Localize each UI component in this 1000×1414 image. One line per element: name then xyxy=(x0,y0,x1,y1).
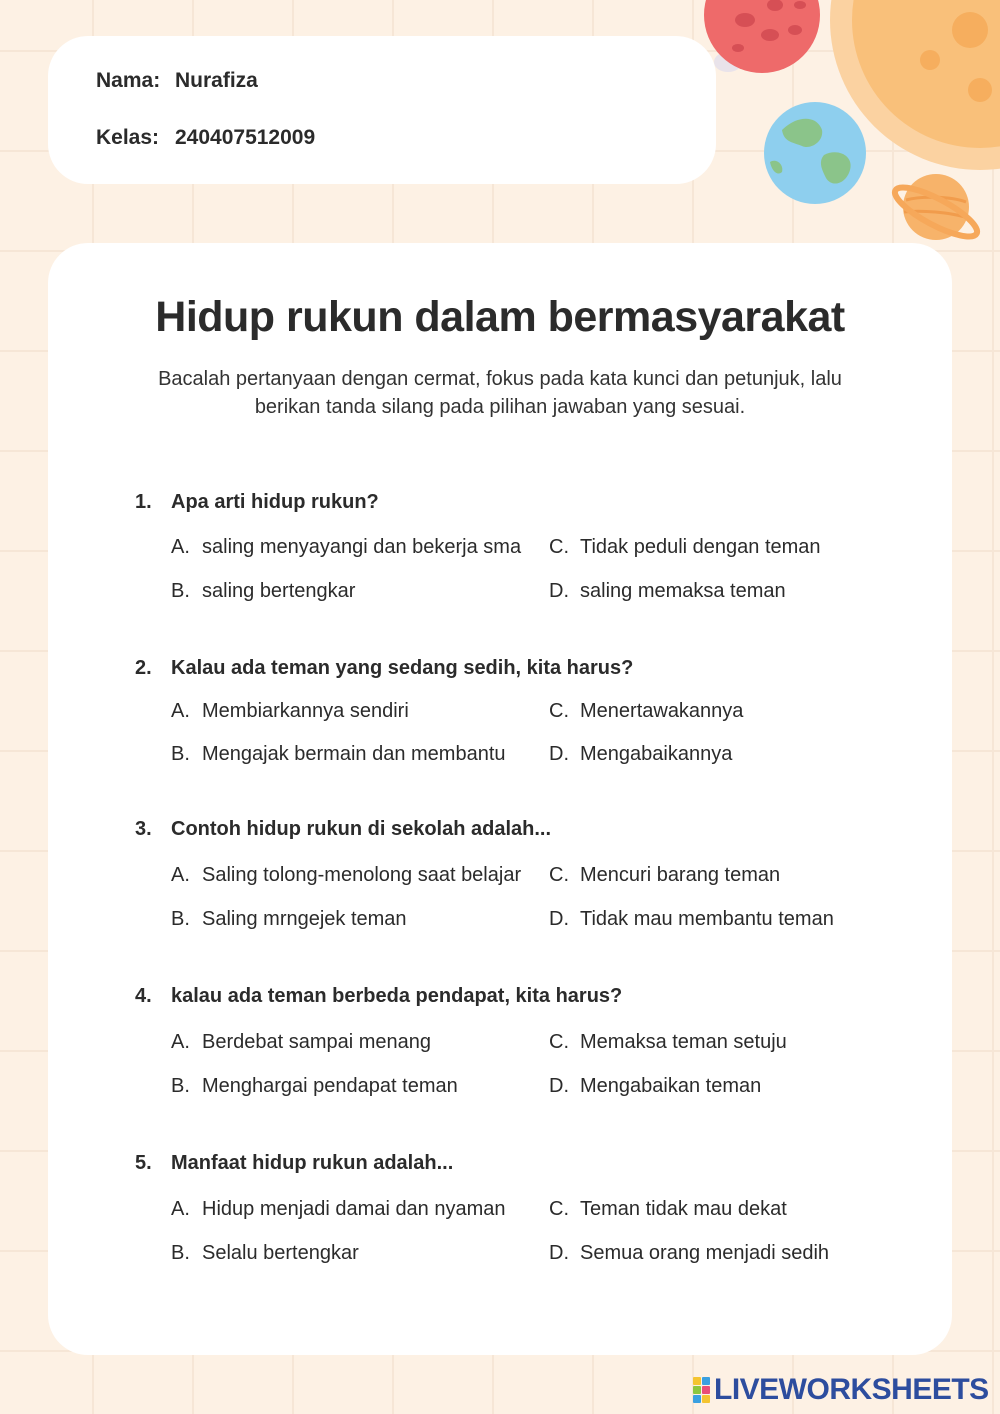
answer-option-b[interactable] xyxy=(171,577,355,605)
option-letter: D. xyxy=(549,580,569,602)
option-text: Mencuri barang teman xyxy=(580,864,781,886)
answer-option-c[interactable] xyxy=(549,861,780,889)
saturn-icon xyxy=(890,160,982,255)
question-number: 5. xyxy=(135,1152,152,1174)
question-text: Apa arti hidup rukun? xyxy=(171,491,379,513)
class-label: Kelas: xyxy=(96,126,160,149)
answer-option-a[interactable] xyxy=(171,697,409,725)
answer-option-a[interactable] xyxy=(171,1195,506,1223)
answer-option-d[interactable] xyxy=(549,1239,829,1267)
option-text: Semua orang menjadi sedih xyxy=(580,1242,830,1264)
option-text: saling menyayangi dan bekerja sma xyxy=(202,536,522,558)
answer-option-a[interactable] xyxy=(171,533,521,561)
option-text: Tidak mau membantu teman xyxy=(580,908,834,930)
option-text: Berdebat sampai menang xyxy=(202,1031,432,1053)
answer-option-c[interactable] xyxy=(549,1195,787,1223)
liveworksheets-logo-icon xyxy=(693,1377,710,1403)
option-letter: A. xyxy=(171,700,190,722)
option-letter: B. xyxy=(171,1242,190,1264)
option-letter: D. xyxy=(549,743,569,765)
question-number: 2. xyxy=(135,657,152,679)
earth-icon xyxy=(762,100,868,206)
worksheet-title: Hidup rukun dalam bermasyarakat xyxy=(155,293,845,341)
red-planet-icon xyxy=(700,0,825,90)
worksheet-instructions: Bacalah pertanyaan dengan cermat, fokus pada kata kunci dan petunjuk, lalu berikan tanda silang pada pilihan jawaban yang sesuai. xyxy=(158,368,842,418)
question-item xyxy=(135,1149,895,1264)
answer-option-a[interactable] xyxy=(171,1028,431,1056)
question-number: 3. xyxy=(135,818,152,840)
answer-option-b[interactable] xyxy=(171,905,407,933)
answer-option-c[interactable] xyxy=(549,697,743,725)
question-text: Manfaat hidup rukun adalah... xyxy=(171,1152,454,1174)
option-text: Mengabaikan teman xyxy=(580,1075,762,1097)
option-letter: A. xyxy=(171,1031,190,1053)
option-letter: D. xyxy=(549,1075,569,1097)
option-text: Mengajak bermain dan membantu xyxy=(202,743,506,765)
option-letter: B. xyxy=(171,908,190,930)
name-value[interactable]: Nurafiza xyxy=(175,69,258,92)
question-number: 4. xyxy=(135,985,152,1007)
liveworksheets-brand: LIVEWORKSHEETS xyxy=(714,1373,989,1406)
question-item xyxy=(135,654,895,765)
option-text: Menertawakannya xyxy=(580,700,744,722)
option-letter: A. xyxy=(171,536,190,558)
option-letter: A. xyxy=(171,1198,190,1220)
option-text: Saling tolong-menolong saat belajar xyxy=(202,864,522,886)
name-label: Nama: xyxy=(96,69,161,92)
question-number: 1. xyxy=(135,491,152,513)
option-letter: C. xyxy=(549,864,569,886)
class-row xyxy=(96,126,315,150)
option-text: Saling mrngejek teman xyxy=(202,908,407,930)
answer-option-d[interactable] xyxy=(549,577,786,605)
liveworksheets-logo[interactable] xyxy=(693,1375,989,1405)
option-text: Teman tidak mau dekat xyxy=(580,1198,787,1220)
option-letter: B. xyxy=(171,743,190,765)
answer-option-c[interactable] xyxy=(549,1028,787,1056)
worksheet-card xyxy=(48,243,952,1355)
option-letter: C. xyxy=(549,1198,569,1220)
option-text: saling memaksa teman xyxy=(580,580,786,602)
option-letter: C. xyxy=(549,536,569,558)
option-text: Hidup menjadi damai dan nyaman xyxy=(202,1198,506,1220)
option-letter: D. xyxy=(549,1242,569,1264)
option-letter: D. xyxy=(549,908,569,930)
question-item xyxy=(135,815,895,930)
question-text: kalau ada teman berbeda pendapat, kita harus? xyxy=(171,985,623,1007)
option-text: Tidak peduli dengan teman xyxy=(580,536,821,558)
name-row xyxy=(96,69,258,93)
answer-option-c[interactable] xyxy=(549,533,821,561)
answer-option-d[interactable] xyxy=(549,905,834,933)
option-text: saling bertengkar xyxy=(202,580,356,602)
question-text: Contoh hidup rukun di sekolah adalah... xyxy=(171,818,552,840)
answer-option-a[interactable] xyxy=(171,861,521,889)
class-value[interactable]: 240407512009 xyxy=(175,126,316,149)
question-item xyxy=(135,488,895,602)
question-item xyxy=(135,982,895,1097)
option-text: Mengabaikannya xyxy=(580,743,733,765)
option-text: Menghargai pendapat teman xyxy=(202,1075,458,1097)
answer-option-d[interactable] xyxy=(549,740,732,768)
student-info-card xyxy=(48,36,716,184)
option-text: Selalu bertengkar xyxy=(202,1242,359,1264)
option-letter: B. xyxy=(171,580,190,602)
answer-option-b[interactable] xyxy=(171,1072,458,1100)
option-letter: B. xyxy=(171,1075,190,1097)
question-text: Kalau ada teman yang sedang sedih, kita harus? xyxy=(171,657,634,679)
answer-option-b[interactable] xyxy=(171,1239,359,1267)
answer-option-b[interactable] xyxy=(171,740,506,768)
option-text: Membiarkannya sendiri xyxy=(202,700,409,722)
option-letter: C. xyxy=(549,1031,569,1053)
option-letter: A. xyxy=(171,864,190,886)
option-letter: C. xyxy=(549,700,569,722)
answer-option-d[interactable] xyxy=(549,1072,761,1100)
option-text: Memaksa teman setuju xyxy=(580,1031,787,1053)
